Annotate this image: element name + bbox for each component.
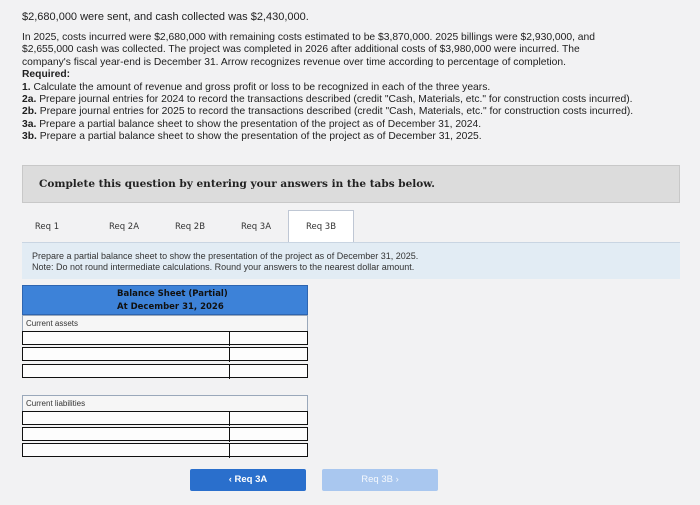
- question-instructions-text: Complete this question by entering your answers in the tabs below.: [39, 178, 435, 190]
- table-row: [22, 364, 308, 378]
- table-row: [22, 411, 308, 425]
- tab-req-3b[interactable]: Req 3B: [288, 210, 354, 242]
- balance-sheet-header: [22, 285, 308, 315]
- liability-amount-input[interactable]: [229, 412, 312, 426]
- requirement-text: Prepare a partial balance sheet to show the presentation of the project as of December 31, 2025.: [36, 131, 482, 143]
- requirements-list: [22, 82, 687, 144]
- requirement-item: [22, 94, 687, 106]
- problem-paragraph-line: In 2025, costs incurred were $2,680,000 with remaining costs estimated to be $3,870,000. 2025 billings were $2,930,000, and: [22, 32, 595, 43]
- tab-req-2b[interactable]: Req 2B: [174, 222, 206, 232]
- chevron-right-icon: ›: [395, 474, 399, 485]
- requirement-item: [22, 131, 687, 143]
- asset-amount-input[interactable]: [229, 365, 312, 379]
- liability-amount-input[interactable]: [229, 428, 312, 442]
- requirement-text: Prepare journal entries for 2025 to record the transactions described (credit "Cash, Materials, etc." for construction costs incurred).: [36, 106, 634, 118]
- requirement-number: 3b.: [22, 131, 37, 143]
- problem-text: [22, 32, 687, 144]
- required-heading: Required:: [22, 69, 71, 81]
- requirement-number: 1.: [22, 81, 31, 93]
- asset-account-input[interactable]: [23, 348, 232, 362]
- table-row: [22, 443, 308, 457]
- chevron-left-icon: ‹: [228, 474, 232, 485]
- balance-sheet-date: At December 31, 2026: [117, 302, 224, 312]
- requirement-text: Calculate the amount of revenue and gross profit or loss to be recognized in each of the three years.: [30, 81, 491, 93]
- problem-intro-line: $2,680,000 were sent, and cash collected was $2,430,000.: [22, 11, 309, 23]
- asset-amount-input[interactable]: [229, 348, 312, 362]
- tab-instructions: [22, 242, 680, 279]
- asset-account-input[interactable]: [23, 365, 232, 379]
- requirement-item: [22, 106, 687, 118]
- requirement-number: 2b.: [22, 106, 37, 118]
- current-assets-label: Current assets: [22, 315, 308, 332]
- liability-account-input[interactable]: [23, 428, 232, 442]
- prev-tab-button[interactable]: [190, 469, 306, 491]
- tab-req-2a[interactable]: Req 2A: [108, 222, 140, 232]
- prev-tab-label: Req 3A: [234, 474, 268, 485]
- instruction-line: Prepare a partial balance sheet to show the presentation of the project as of December 31, 2025.: [32, 251, 419, 261]
- requirement-text: Prepare a partial balance sheet to show the presentation of the project as of December 31, 2024.: [36, 118, 482, 130]
- requirement-item: [22, 119, 687, 131]
- table-row: [22, 331, 308, 345]
- question-instructions-box: [22, 165, 680, 203]
- liability-account-input[interactable]: [23, 412, 232, 426]
- instruction-note: Note: Do not round intermediate calculations. Round your answers to the nearest dollar amount.: [32, 262, 415, 272]
- next-tab-label: Req 3B: [361, 474, 393, 485]
- liability-account-input[interactable]: [23, 444, 232, 458]
- table-row: [22, 427, 308, 441]
- table-row: [22, 347, 308, 361]
- asset-account-input[interactable]: [23, 332, 232, 346]
- requirement-text: Prepare journal entries for 2024 to record the transactions described (credit "Cash, Materials, etc." for construction costs incurred).: [36, 94, 633, 106]
- tab-req-3a[interactable]: Req 3A: [240, 222, 272, 232]
- current-liabilities-label: Current liabilities: [22, 395, 308, 412]
- requirement-tabs: [22, 210, 680, 242]
- requirement-item: [22, 82, 687, 94]
- asset-amount-input[interactable]: [229, 332, 312, 346]
- requirement-number: 2a.: [22, 94, 37, 106]
- next-tab-button[interactable]: [322, 469, 438, 491]
- problem-paragraph-line: company's fiscal year-end is December 31. Arrow recognizes revenue over time according to percentage of completion.: [22, 56, 566, 68]
- balance-sheet-title: Balance Sheet (Partial): [117, 289, 228, 299]
- problem-paragraph-line: $2,655,000 cash was collected. The project was completed in 2026 after additional costs of $3,980,000 were incurred. The: [22, 44, 580, 56]
- requirement-number: 3a.: [22, 118, 37, 130]
- tab-req-1[interactable]: Req 1: [34, 222, 60, 232]
- liability-amount-input[interactable]: [229, 444, 312, 458]
